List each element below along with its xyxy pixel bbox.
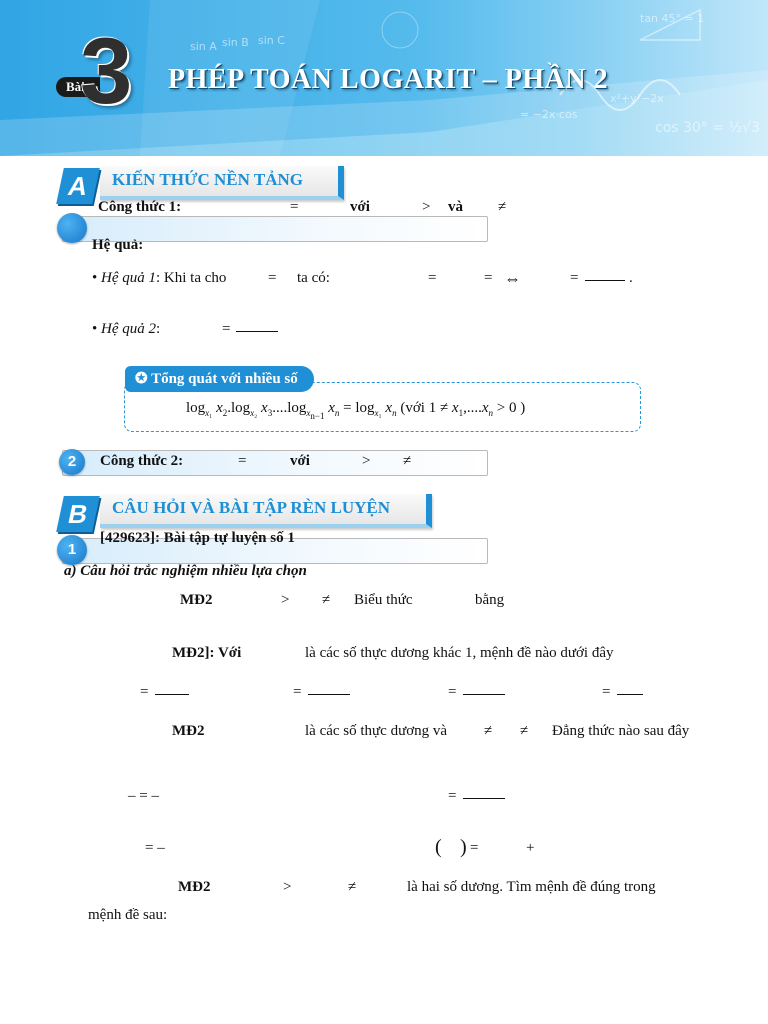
section-a-title: KIẾN THỨC NỀN TẢNG [112,170,303,189]
corollary-1 [92,270,226,287]
formula-2-eq: = [238,453,247,469]
general-tag [125,366,314,392]
multiple-choice-heading: a) Câu hỏi trắc nghiệm nhiều lựa chọn [64,563,307,579]
formula-1-eq: = [290,199,299,215]
formula-2-label: Công thức 2: [100,453,184,469]
corollary-1-eq1: = [268,270,277,286]
q4-text2: mệnh đề sau: [88,907,168,923]
section-b-letter: B [56,496,100,532]
q1-neq: ≠ [322,592,331,608]
general-formula-rendered: $\log_{x_1} x_2.\log_{x_2}$ $x_3....\log_{x_{n-1}}$ $x_n = \log_{x_1} x_n$ (với $1 \ne x_1,....x_n > 0$ ) [186,400,526,421]
q1-level: MĐ2 [180,592,213,608]
exercise-title: [429623]: Bài tập tự luyện số 1 [100,530,295,546]
q3-text2: Đẳng thức nào sau đây [552,723,690,739]
q2-opt-c-fraction [463,694,505,695]
corollary-heading: Hệ quả: [92,237,144,253]
q2-opt-a-fraction [155,694,189,695]
q3-level: MĐ2 [172,723,205,739]
formula-1-neq: ≠ [498,199,507,215]
corollary-1-text: : Khi ta cho [156,270,227,286]
formula-2-gt: > [362,453,371,469]
general-formula [186,400,525,421]
section-a-letter: A [56,168,100,204]
corollary-1-eq3: = [484,270,493,286]
lesson-number: 3 [80,18,133,123]
doodle-2: sin B [222,36,249,49]
corollary-1-eq2: = [428,270,437,286]
formula-2-with: với [290,453,310,469]
bullet: • [92,270,98,286]
corollary-1-name: Hệ quả 1 [101,270,157,286]
q1-text: Biểu thức [354,592,413,608]
section-b-header [60,492,432,530]
corollary-2-eq: = [222,321,231,337]
corollary-1-fraction-bar [585,280,625,281]
q2-level [172,645,241,662]
q2-level-text: MĐ2]: Với [172,645,242,661]
q4-text: là hai số dương. Tìm mệnh đề đúng trong [407,879,656,895]
star-icon: ✪ [135,371,148,387]
general-tag-text: Tổng quát với nhiều số [151,371,298,387]
doodle-5: x²+y²−2x [610,92,664,105]
q3-opt-c[interactable]: = – [145,840,165,856]
lesson-label: Bài [56,77,100,97]
formula-1-number-icon [57,213,87,243]
q4-level: MĐ2 [178,879,211,895]
q3-opt-d-eq[interactable]: = [470,840,479,856]
corollary-2 [92,321,160,338]
q2-opt-b[interactable]: = [293,684,302,700]
q3-opt-b[interactable]: = [448,788,457,804]
doodle-1: sin A [190,40,217,53]
page-title: PHÉP TOÁN LOGARIT – PHẦN 2 [168,64,609,95]
corollary-2-fraction-bar [236,331,278,332]
doodle-3: sin C [258,34,285,47]
doodle-4: tan 45° = 1 [640,12,705,25]
formula-2-neq: ≠ [403,453,412,469]
q3-opt-b-fraction [463,798,505,799]
formula-1-with: với [350,199,370,215]
q3-neq2: ≠ [520,723,529,739]
q3-neq1: ≠ [484,723,493,739]
corollary-2-colon: : [156,321,161,337]
formula-1-label: Công thức 1: [98,199,182,215]
q3-opt-a[interactable]: – = – [128,788,159,804]
q4-gt: > [283,879,292,895]
corollary-1-eq4: = [570,270,579,286]
q2-opt-a[interactable]: = [140,684,149,700]
formula-2-number-icon: 2 [59,449,85,475]
corollary-1-iff: ⇔ [504,269,521,288]
corollary-1-text2: ta có: [297,270,330,286]
q2-opt-d-fraction [617,694,643,695]
q2-opt-d[interactable]: = [602,684,611,700]
formula-1-and: và [448,199,463,215]
q2-text: là các số thực dương khác 1, mệnh đề nào dưới đây [305,645,614,661]
q4-neq: ≠ [348,879,357,895]
bullet: • [92,321,98,337]
exercise-number-icon: 1 [57,535,87,565]
q3-opt-d-plus: + [526,840,535,856]
q1-gt: > [281,592,290,608]
section-a-header [60,164,350,202]
corollary-2-name: Hệ quả 2 [101,321,157,337]
q3-opt-d-paren-open: ( [435,836,442,858]
lesson-banner [0,0,768,156]
q3-text: là các số thực dương và [305,723,448,739]
section-b-title: CÂU HỎI VÀ BÀI TẬP RÈN LUYỆN [112,498,391,517]
doodle-7: = −2x·cos [520,108,578,121]
doodle-6: cos 30° = ½√3 [655,120,760,136]
q1-text2: bằng [475,592,505,608]
q2-opt-b-fraction [308,694,350,695]
q2-opt-c[interactable]: = [448,684,457,700]
corollary-1-end: . [629,270,633,286]
formula-1-gt: > [422,199,431,215]
q3-opt-d-paren-close: ) [460,836,467,858]
